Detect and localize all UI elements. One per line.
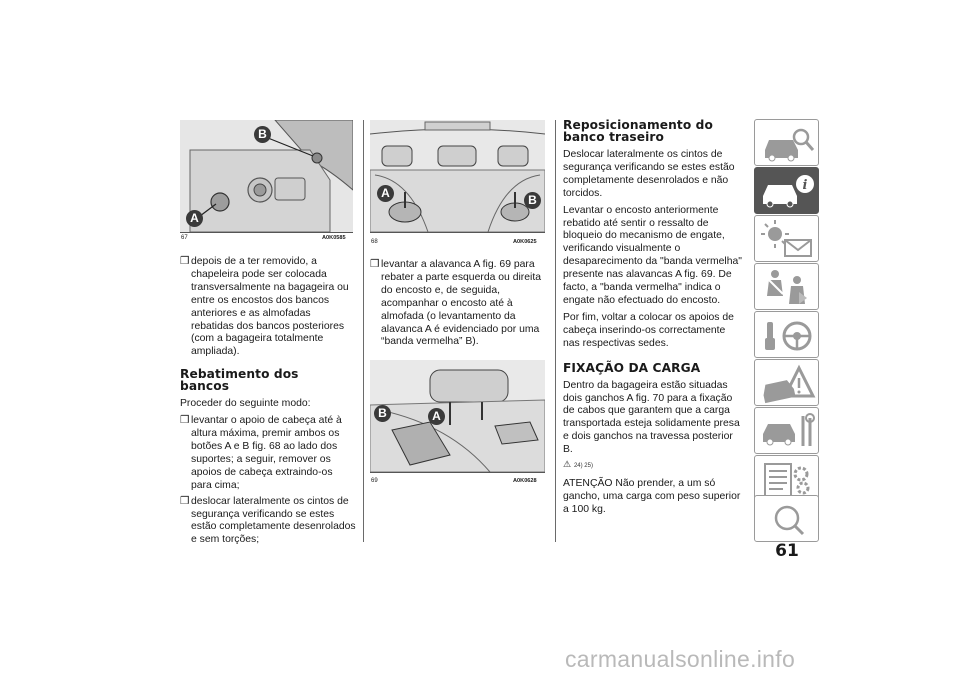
column-1-text xyxy=(180,256,356,550)
bullet-checkbox-icon: ❒ xyxy=(370,259,380,270)
warning-light-message-icon xyxy=(755,216,820,263)
warning-reference xyxy=(563,458,743,473)
label-a-badge: A xyxy=(377,185,394,202)
sidebar-tab-car-search[interactable] xyxy=(754,119,819,166)
figure-68-illustration xyxy=(370,120,545,232)
bullet-text: deslocar lateralmente os cintos de segurança verificando se estes estão completamente desenrolados e sem torções; xyxy=(191,495,356,546)
paragraph: ATENÇÃO Não prender, a um só gancho, uma carga com peso superior a 100 kg. xyxy=(563,477,741,515)
figure-68-number: 68 xyxy=(371,239,378,245)
bullet-checkbox-icon: ❒ xyxy=(180,495,190,507)
key-steering-wheel-icon xyxy=(755,312,820,359)
bullet-text: levantar o apoio de cabeça até à altura máxima, premir ambos os botões A e B fig. 68 ao lado dos suportes; a seguir, remover os apoios de cabeça extraindo-os para cima; xyxy=(191,415,342,491)
label-a-badge: A xyxy=(428,408,445,425)
label-b-badge: B xyxy=(254,126,271,143)
bullet-item xyxy=(180,256,356,359)
car-info-icon xyxy=(755,168,820,215)
figure-68-code: A0K0625 xyxy=(513,239,537,245)
svg-text:i: i xyxy=(802,178,808,193)
column-divider xyxy=(363,120,364,542)
bullet-item xyxy=(180,415,356,492)
column-divider xyxy=(555,120,556,542)
section-heading: Reposicionamento do banco traseiro xyxy=(563,118,713,144)
label-b-badge: B xyxy=(374,405,391,422)
label-b-badge: B xyxy=(524,192,541,209)
bullet-item xyxy=(180,496,356,548)
figure-69-illustration xyxy=(370,360,545,472)
bullet-checkbox-icon: ❒ xyxy=(180,256,190,267)
page-number: 61 xyxy=(775,541,799,561)
bullet-text: levantar a alavanca A fig. 69 para rebater a parte esquerda ou direita do encosto e, de seguida, acompanhar o encosto até à almofada (o levantamento da alavanca A é evidenciado por uma “banda vermelha” B). xyxy=(381,259,542,348)
warning-triangle-icon: ⚠ xyxy=(563,459,572,470)
paragraph: Por fim, voltar a colocar os apoios de cabeça inserindo-os correctamente nas respectivas sedes. xyxy=(563,311,734,349)
paragraph: Deslocar lateralmente os cintos de segurança verificando se estes estão completamente desenrolados e não torcidos. xyxy=(563,149,735,199)
paragraph: Levantar o encosto anteriormente rebatido até sentir o ressalto de bloqueio do mecanismo de engate, verificando visualmente o desaparecimento da "banda vermelha" presente nas alavancas A fig. 69. De facto, a "banda vermelha" indica o engate não efectuado do encosto. xyxy=(563,204,742,306)
sidebar-tab-starting-driving[interactable] xyxy=(754,311,819,358)
bullet-checkbox-icon: ❒ xyxy=(180,415,190,427)
figure-68 xyxy=(370,120,545,233)
figure-67-code: A0K0585 xyxy=(322,235,346,241)
alphabetical-index-icon xyxy=(755,496,820,543)
section-heading: FIXAÇÃO DA CARGA xyxy=(563,360,701,375)
sidebar-tab-emergency[interactable] xyxy=(754,359,819,406)
paragraph: Proceder do seguinte modo: xyxy=(180,398,311,410)
maintenance-car-icon xyxy=(755,408,820,455)
figure-69 xyxy=(370,360,545,473)
warning-reference-numbers: 24) 25) xyxy=(573,463,593,470)
sidebar-tab-car-info[interactable] xyxy=(754,167,819,214)
emergency-car-icon xyxy=(755,360,820,407)
sidebar-tab-alphabetical-index[interactable] xyxy=(754,495,819,542)
figure-69-number: 69 xyxy=(371,478,378,484)
label-a-badge: A xyxy=(186,210,203,227)
sidebar-tab-warning-lights[interactable] xyxy=(754,215,819,262)
paragraph: Dentro da bagageira estão situadas dois ganchos A fig. 70 para a fixação de cabos que garantem que a carga transportada esteja solidamente presa e dois ganchos na travessa posterior B. xyxy=(563,379,740,456)
figure-69-code: A0K0628 xyxy=(513,478,537,484)
watermark-text: carmanualsonline.info xyxy=(565,646,796,672)
sidebar-tab-safety[interactable] xyxy=(754,263,819,310)
figure-67 xyxy=(180,120,353,233)
section-heading: Rebatimento dos bancos xyxy=(180,367,299,394)
column-2-text xyxy=(370,259,548,352)
bullet-item xyxy=(370,259,548,349)
safety-seatbelt-icon xyxy=(755,264,820,311)
car-search-icon xyxy=(755,120,820,167)
figure-67-number: 67 xyxy=(181,235,188,241)
sidebar-tab-maintenance[interactable] xyxy=(754,407,819,454)
bullet-text: depois de a ter removido, a chapeleira pode ser colocada transversalmente na bagageira ou entre os encostos dos bancos anteriores e as almofadas rebatidas dos bancos posteriores (com a bagageira totalmente ampliada). xyxy=(191,256,349,358)
column-3-text xyxy=(563,119,743,521)
